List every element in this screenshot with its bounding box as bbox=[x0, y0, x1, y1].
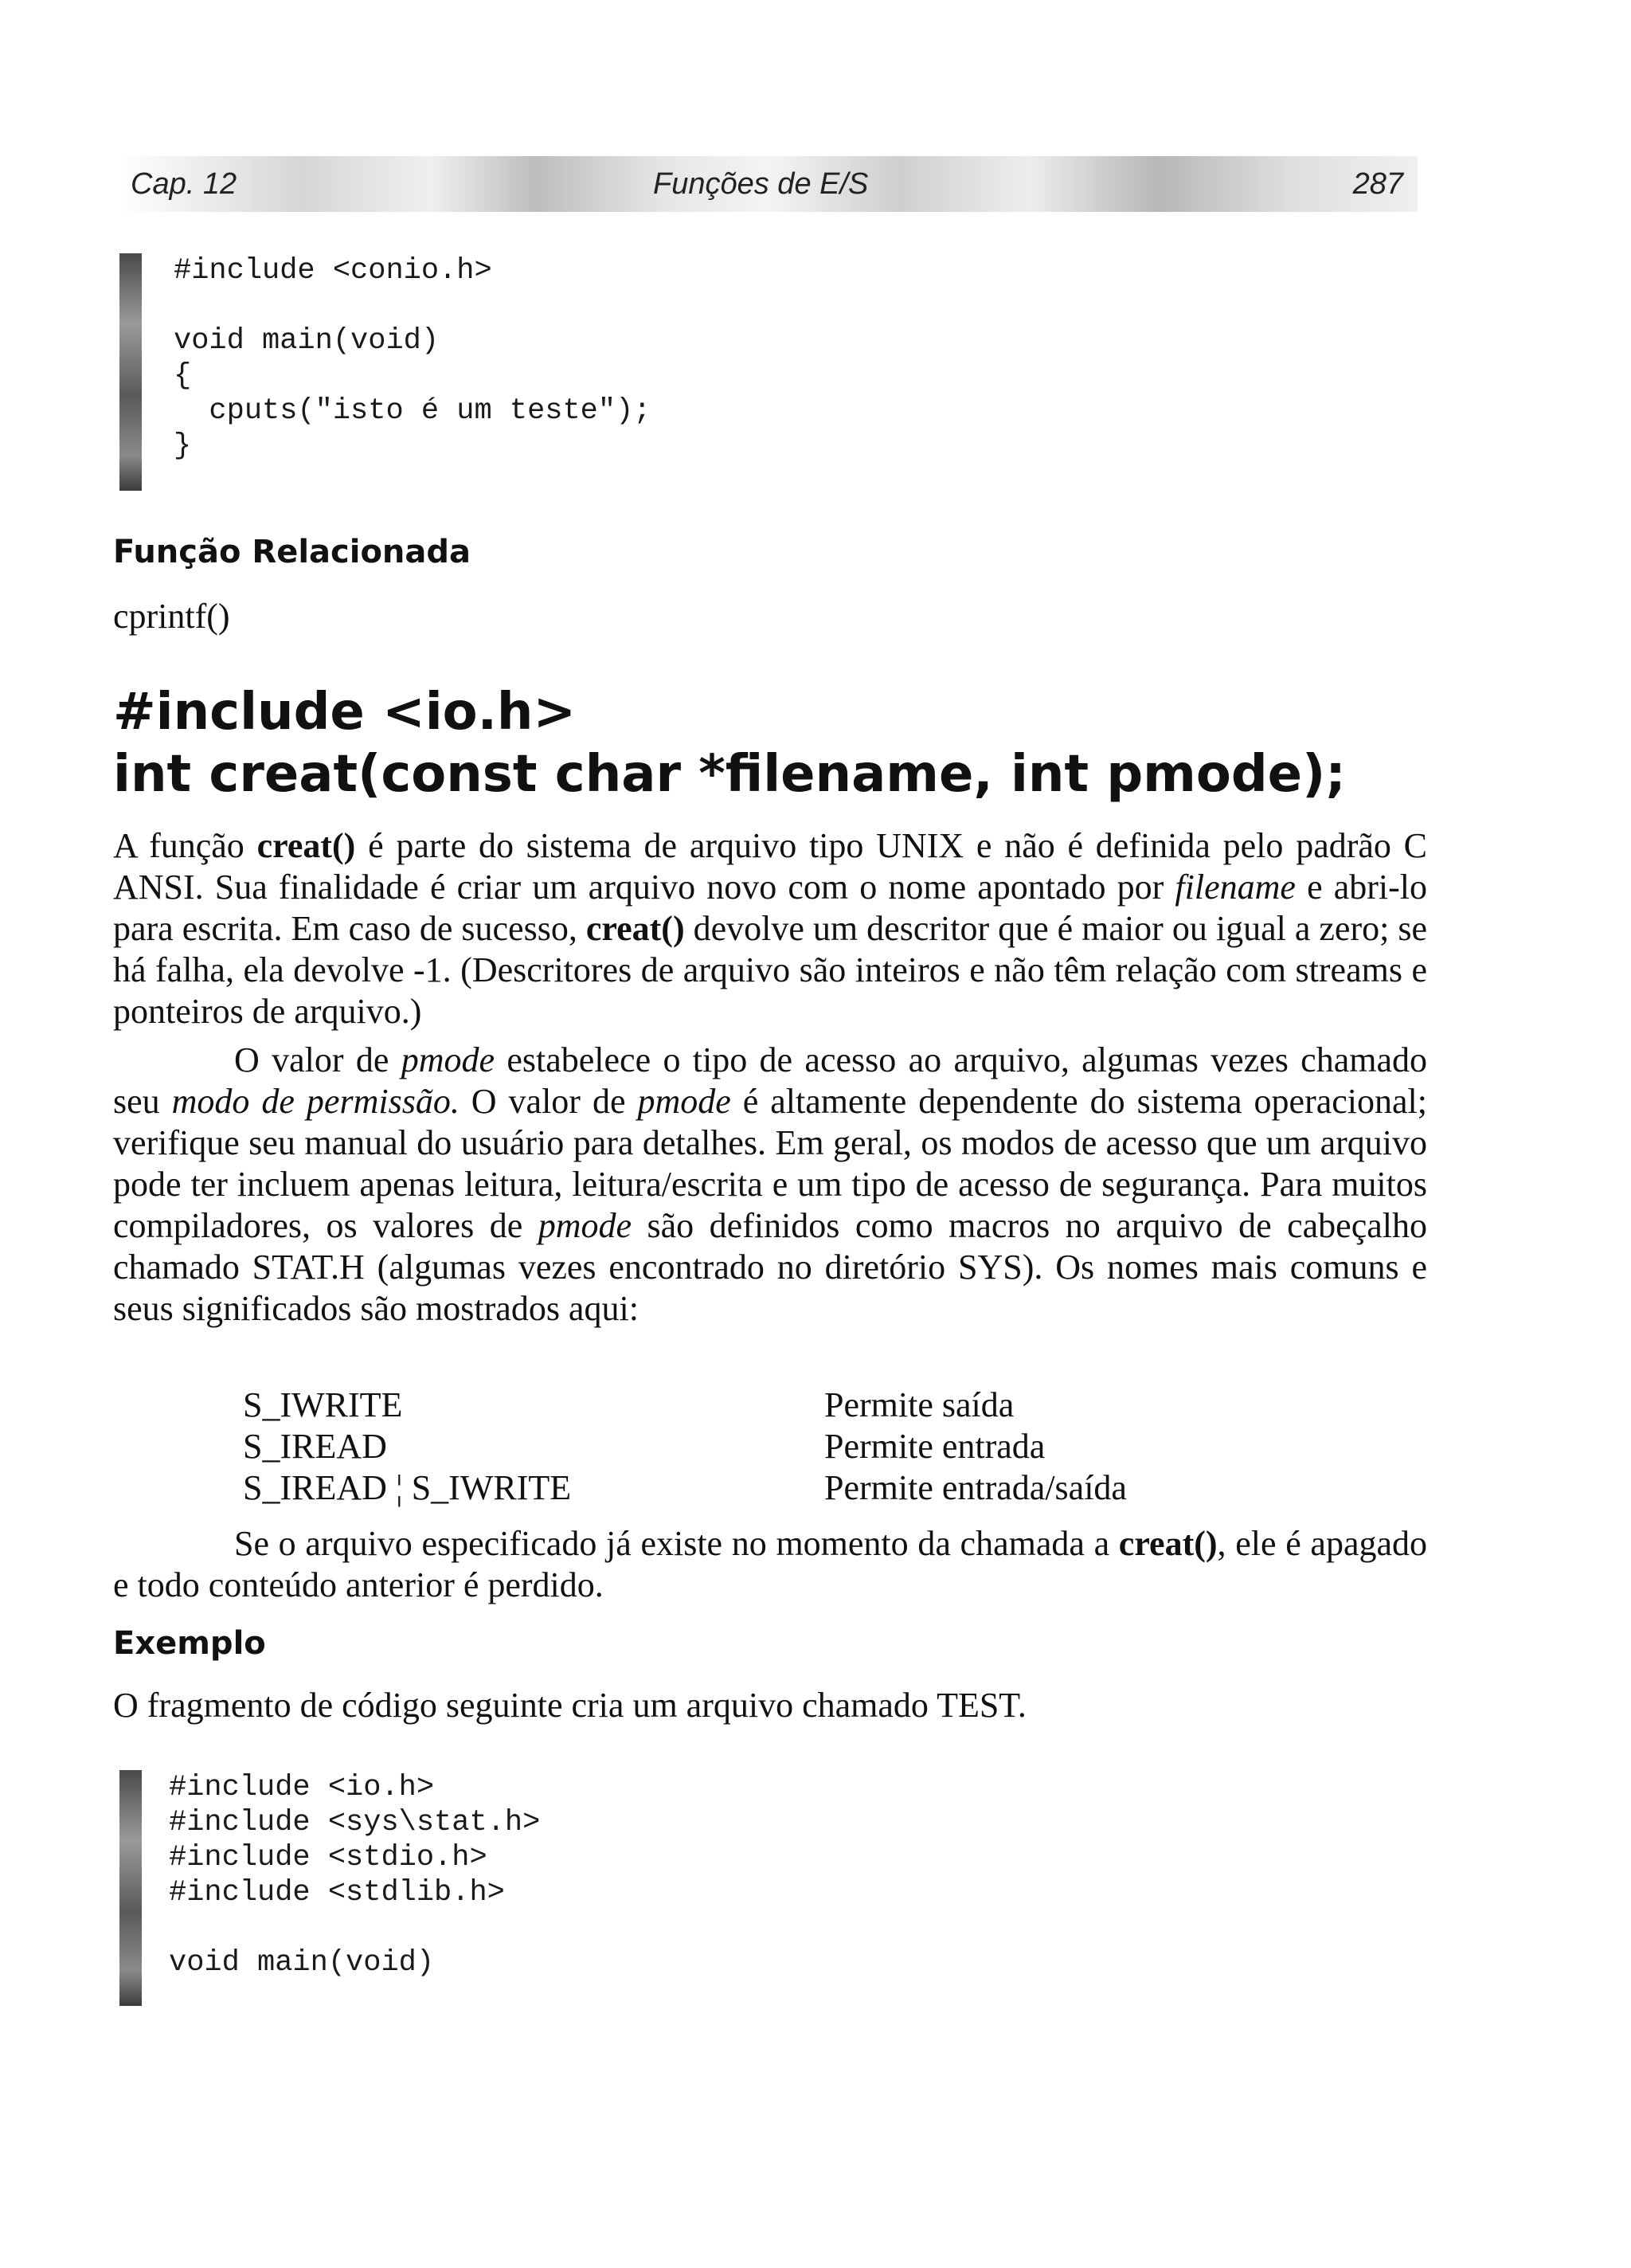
code-line: { bbox=[174, 359, 192, 393]
function-ref: creat() bbox=[585, 909, 685, 948]
table-row bbox=[243, 1385, 1318, 1426]
mode-description: Permite saída bbox=[824, 1385, 1015, 1424]
paragraph-pmode bbox=[113, 1040, 1427, 1330]
code-line bbox=[174, 288, 651, 323]
related-function-heading: Função Relacionada bbox=[113, 534, 471, 570]
code-line: } bbox=[174, 429, 192, 463]
example-intro: O fragmento de código seguinte cria um arquivo chamado TEST. bbox=[113, 1686, 1027, 1725]
code-line: #include <stdio.h> bbox=[169, 1841, 487, 1874]
code-line: cputs("isto é um teste"); bbox=[174, 394, 651, 428]
param-ref: pmode bbox=[401, 1040, 495, 1079]
code-line: #include <sys\stat.h> bbox=[169, 1806, 541, 1839]
code-line: void main(void) bbox=[169, 1946, 435, 1980]
text: devolve um descritor que é maior ou igual a zero; se há falha, ela devolve -1. (Descritores de arquivo são inteiros e não têm relação com streams e ponteiros de arquivo.) bbox=[113, 909, 1427, 1031]
text: A função bbox=[113, 826, 257, 865]
text: e abri-lo para escrita. Em caso de sucesso, bbox=[113, 868, 1428, 948]
code-line bbox=[169, 1910, 540, 1945]
related-function-name: cprintf() bbox=[113, 597, 230, 636]
param-ref: filename bbox=[1175, 868, 1296, 907]
code-line: void main(void) bbox=[174, 324, 440, 358]
table-row bbox=[243, 1426, 1318, 1467]
mode-name: S_IREAD bbox=[243, 1427, 387, 1466]
text: O valor de bbox=[234, 1040, 401, 1079]
function-ref: creat() bbox=[256, 826, 356, 865]
code-lines bbox=[169, 1770, 540, 1980]
text: é altamente dependente do sistema operacional; verifique seu manual do usuário para detalhes. Em geral, os modos de acesso que um arquivo pode ter incluem apenas leitura, leitura/escrita e um tipo de acesso de segurança. Para muitos compiladores, os valores de bbox=[113, 1082, 1427, 1245]
page-number: 287 bbox=[1352, 167, 1403, 201]
example-heading: Exemplo bbox=[113, 1625, 266, 1662]
paragraph-existing-file bbox=[113, 1523, 1427, 1606]
permission-modes-table bbox=[243, 1385, 1318, 1509]
chapter-label: Cap. 12 bbox=[131, 167, 237, 201]
prototype-signature: int creat(const char *filename, int pmode); bbox=[113, 745, 1346, 804]
text: estabelece o tipo de acesso ao arquivo, algumas vezes chamado seu bbox=[113, 1040, 1427, 1121]
code-margin-bar bbox=[119, 253, 142, 491]
text: Se o arquivo especificado já existe no momento da chamada a bbox=[234, 1524, 1119, 1563]
text: , ele é apagado e todo conteúdo anterior é perdido. bbox=[113, 1524, 1427, 1604]
paragraph-description bbox=[113, 825, 1427, 1032]
param-ref: pmode bbox=[637, 1082, 731, 1121]
mode-name: S_IREAD ¦ S_IWRITE bbox=[243, 1468, 572, 1507]
code-line: #include <io.h> bbox=[169, 1771, 435, 1804]
mode-description: Permite entrada/saída bbox=[824, 1468, 1127, 1507]
text: é parte do sistema de arquivo tipo UNIX e não é definida pelo padrão C ANSI. Sua finalidade é criar um arquivo novo com o nome apontado por bbox=[113, 826, 1428, 907]
function-ref: creat() bbox=[1118, 1524, 1218, 1563]
running-header bbox=[119, 156, 1418, 212]
text: são definidos como macros no arquivo de cabeçalho chamado STAT.H (algumas vezes encontrado no diretório SYS). Os nomes mais comuns e seus significados são mostrados aqui: bbox=[113, 1206, 1427, 1328]
code-lines bbox=[174, 253, 651, 464]
mode-name: S_IWRITE bbox=[243, 1385, 403, 1424]
code-line: #include <stdlib.h> bbox=[169, 1876, 505, 1910]
mode-description: Permite entrada bbox=[824, 1427, 1046, 1466]
chapter-title: Funções de E/S bbox=[653, 167, 869, 201]
term-ref: modo de permissão. bbox=[171, 1082, 460, 1121]
code-line: #include <conio.h> bbox=[174, 254, 492, 288]
code-margin-bar bbox=[119, 1770, 142, 2006]
text: O valor de bbox=[459, 1082, 638, 1121]
prototype-include: #include <io.h> bbox=[113, 683, 577, 742]
table-row bbox=[243, 1467, 1318, 1509]
param-ref: pmode bbox=[538, 1206, 632, 1245]
